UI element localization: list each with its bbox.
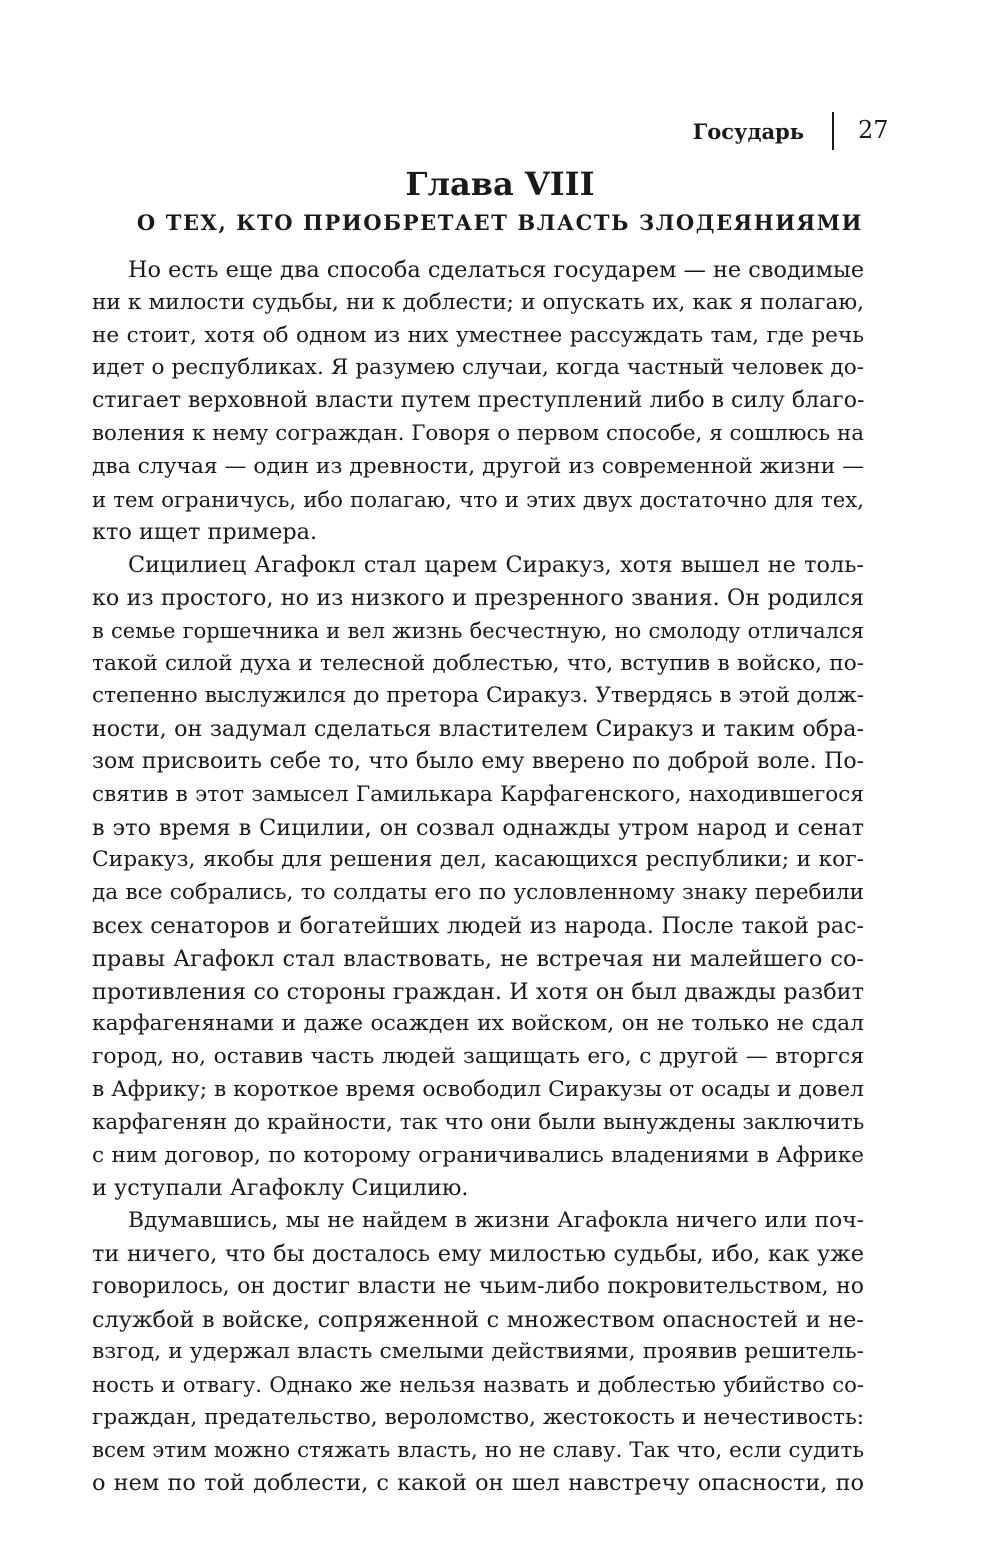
text-line: всех сенаторов и богатейших людей из народа. После такой рас- [92,912,864,939]
text-line: Сицилиец Агафокл стал царем Сиракуз, хотя вышел не толь- [128,552,864,579]
text-line: ко из простого, но из низкого и презренного звания. Он родился [92,584,864,611]
text-line: ности, он задумал сделаться властителем Сиракуз и таким обра- [92,716,864,743]
text-line: всем этим можно стяжать власть, но не славу. Так что, если судить [92,1437,864,1463]
text-line: ти ничего, что бы досталось ему милостью судьбы, ибо, как уже [92,1240,864,1267]
text-line: кто ищет примера. [92,519,318,546]
running-head [0,112,1000,152]
text-line: святив в этот замысел Гамилькара Карфагенского, находившегося [92,781,864,807]
text-line: в это время в Сицилии, он созвал однажды утром народ и сенат [92,814,864,841]
text-line: воления к нему сограждан. Говоря о первом способе, я сошлюсь на [92,420,864,446]
text-line: взгод, и удержал власть смелыми действиями, проявив решитель- [92,1339,864,1365]
text-line: в семье горшечника и вел жизнь бесчестную, но смолоду отличался [92,618,864,643]
chapter-title: Глава VIII [405,165,595,203]
text-line: идет о республиках. Я разумею случаи, когда частный человек до- [92,355,864,381]
running-head-divider [832,112,834,150]
text-line: граждан, предательство, вероломство, жестокость и нечестивость: [92,1404,864,1430]
text-line: и тем ограничусь, ибо полагаю, что и этих двух достаточно для тех, [92,486,864,512]
text-line: Сиракуз, якобы для решения дел, касающихся республики; и ког- [92,847,864,873]
text-line: Но есть еще два способа сделаться государем — не сводимые [128,257,864,283]
text-line: карфагенянами и даже осажден их войском, он не только не сдал [92,1011,864,1037]
text-line: Вдумавшись, мы не найдем в жизни Агафокла ничего или поч- [128,1208,864,1234]
text-line: два случая — один из древности, другой из современной жизни — [92,453,864,479]
body-text [92,254,864,1500]
text-line: карфагенян до крайности, так что они были вынуждены заключить [92,1109,864,1135]
text-line: говорилось, он достиг власти не чьим-либо покровительством, но [92,1273,864,1299]
text-line: ность и отвагу. Однако же нельзя назвать и доблестью убийство со- [92,1372,864,1398]
text-line: степенно выслужился до претора Сиракуз. Утвердясь в этой долж- [92,683,864,709]
text-line: и уступали Агафоклу Сицилию. [92,1175,469,1202]
text-line: в Африку; в короткое время освободил Сиракузы от осады и довел [92,1076,864,1102]
text-line: город, но, оставив часть людей защищать его, с другой — вторгся [92,1044,864,1070]
text-line: о нем по той доблести, с какой он шел навстречу опасности, по [92,1470,864,1497]
chapter-subtitle: О ТЕХ, КТО ПРИОБРЕТАЕТ ВЛАСТЬ ЗЛОДЕЯНИЯМИ [136,210,864,235]
text-line: с ним договор, по которому ограничивались владениями в Африке [92,1142,864,1168]
page-number: 27 [858,116,889,144]
text-line: стигает верховной власти путем преступлений либо в силу благо- [92,388,864,414]
text-line: зом присвоить себе то, что было ему вверено по доброй воле. По- [92,748,864,774]
text-line: ни к милости судьбы, ни к доблести; и опускать их, как я полагаю, [92,289,864,315]
text-line: да все собрались, то солдаты его по условленному знаку перебили [92,880,864,906]
text-line: службой в войске, сопряженной с множеством опасностей и не- [92,1306,864,1333]
running-head-title: Государь [692,119,804,144]
text-line: такой силой духа и телесной доблестью, что, вступив в войско, по- [92,650,864,676]
text-line: правы Агафокл стал властвовать, не встречая ни малейшего со- [92,945,864,972]
text-line: не стоит, хотя об одном из них уместнее рассуждать там, где речь [92,322,864,348]
text-line: противления со стороны граждан. И хотя он был дважды разбит [92,978,864,1005]
